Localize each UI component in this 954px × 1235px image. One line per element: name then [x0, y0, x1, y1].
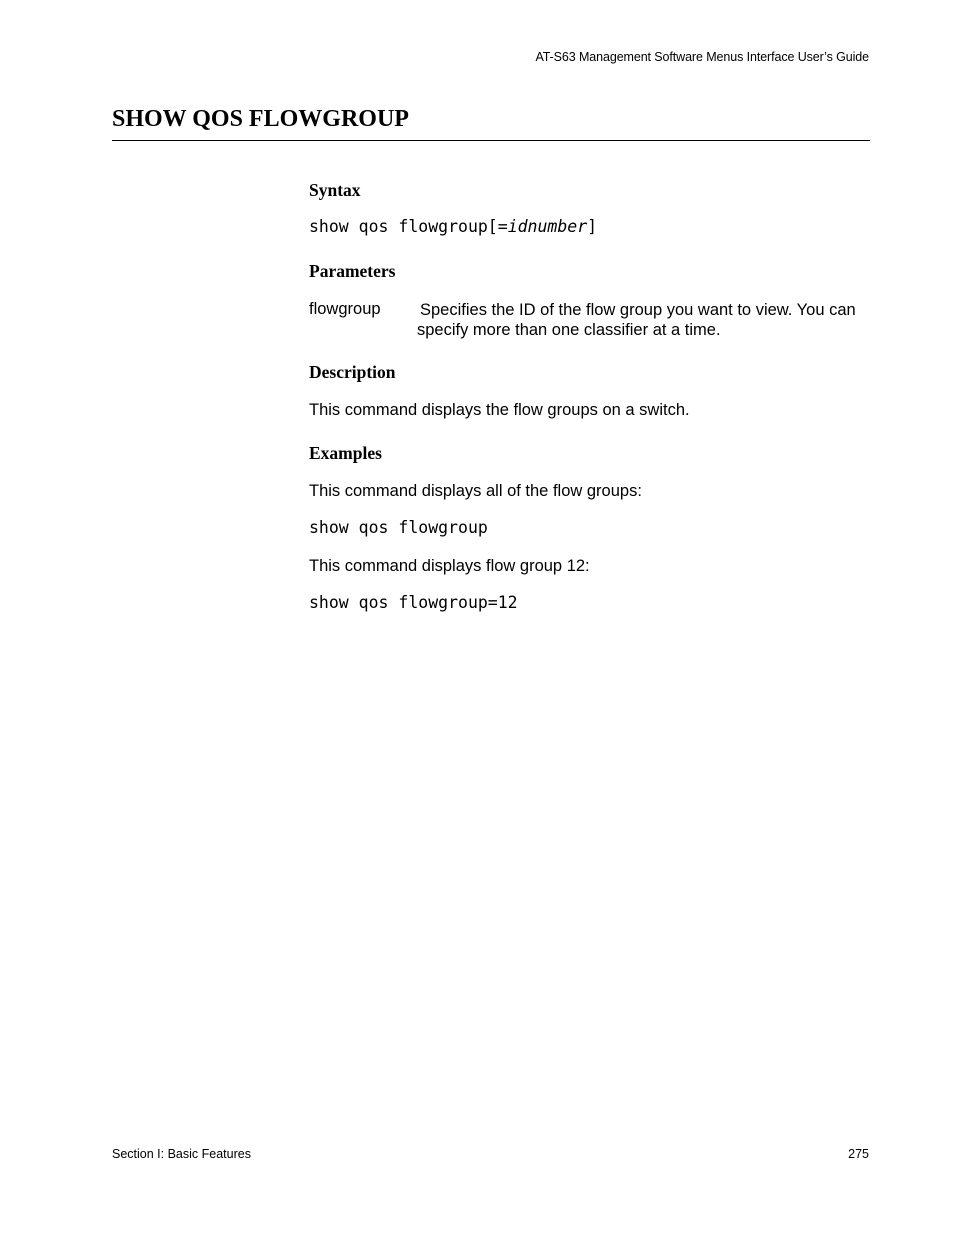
example-text: This command displays flow group 12: [309, 557, 590, 575]
parameter-name: flowgroup [309, 300, 381, 318]
parameters-heading: Parameters [309, 261, 396, 281]
example-text: This command displays all of the flow groups: [309, 482, 642, 500]
example-command: show qos flowgroup [309, 518, 488, 537]
syntax-command-param: idnumber [507, 217, 588, 236]
syntax-heading: Syntax [309, 180, 361, 200]
syntax-command [309, 217, 597, 236]
footer-section: Section I: Basic Features [112, 1147, 251, 1161]
syntax-command-suffix: ] [587, 217, 598, 236]
footer-page-number: 275 [848, 1147, 869, 1161]
example-command: show qos flowgroup=12 [309, 593, 518, 612]
description-text: This command displays the flow groups on a switch. [309, 401, 690, 419]
parameter-description: Specifies the ID of the flow group you want to view. You can specify more than one classifier at a time. [417, 301, 856, 339]
syntax-command-prefix: show qos flowgroup[= [309, 217, 508, 236]
running-header: AT-S63 Management Software Menus Interface User’s Guide [535, 50, 869, 64]
examples-heading: Examples [309, 443, 382, 463]
page-title: SHOW QOS FLOWGROUP [112, 106, 409, 132]
description-heading: Description [309, 362, 396, 382]
title-divider [112, 140, 870, 141]
